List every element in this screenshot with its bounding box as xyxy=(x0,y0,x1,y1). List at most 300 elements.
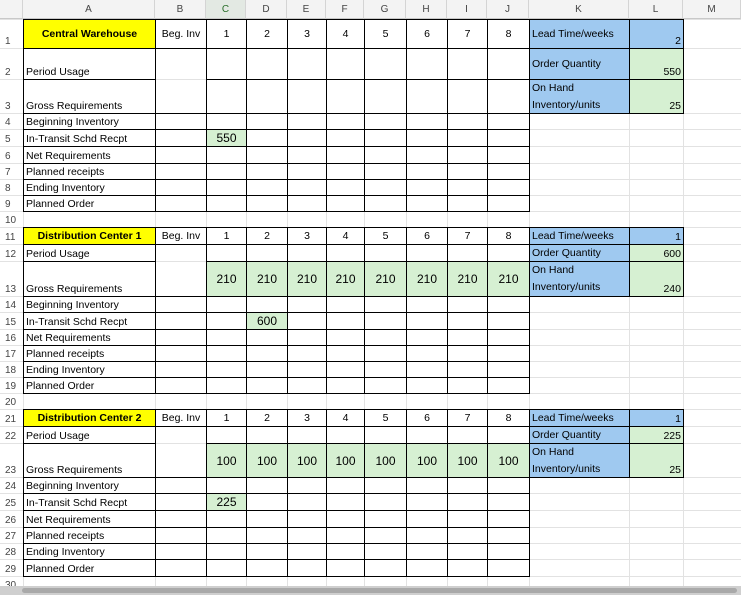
section-3-data-cell[interactable] xyxy=(364,559,407,577)
section-2-gross-cell-2[interactable]: 210 xyxy=(246,261,288,297)
section-2-beg-cell[interactable] xyxy=(155,312,207,330)
section-3-period-7[interactable]: 7 xyxy=(447,409,488,427)
column-header-f[interactable]: F xyxy=(326,0,364,19)
section-2-data-cell[interactable] xyxy=(287,329,327,346)
section-2-data-cell[interactable] xyxy=(326,312,365,330)
section-1-row-label-6[interactable]: Planned Order xyxy=(23,195,156,212)
section-1-usage-cell[interactable] xyxy=(364,48,407,80)
section-3-data-cell[interactable] xyxy=(487,477,530,494)
section-2-data-cell[interactable] xyxy=(447,377,488,394)
section-3-data-cell[interactable] xyxy=(206,510,247,528)
section-1-beg-cell[interactable] xyxy=(155,146,207,164)
section-3-data-cell[interactable] xyxy=(326,493,365,511)
section-2-data-cell[interactable] xyxy=(287,312,327,330)
scrollbar-thumb[interactable] xyxy=(22,588,737,593)
section-3-data-cell[interactable] xyxy=(406,477,448,494)
section-2-data-cell[interactable] xyxy=(206,329,247,346)
section-3-data-cell[interactable] xyxy=(487,559,530,577)
section-2-usage-cell[interactable] xyxy=(287,244,327,262)
section-1-data-cell[interactable] xyxy=(487,195,530,212)
horizontal-scrollbar[interactable] xyxy=(0,586,741,595)
section-2-period-8[interactable]: 8 xyxy=(487,227,530,245)
section-1-data-cell[interactable] xyxy=(364,113,407,130)
row-header-4[interactable]: 4 xyxy=(5,117,11,128)
section-3-data-cell[interactable] xyxy=(447,527,488,544)
section-2-on-hand-label[interactable]: On Hand Inventory/units xyxy=(529,261,630,297)
row-header-17[interactable]: 17 xyxy=(5,349,17,360)
section-3-row-label-1[interactable]: Beginning Inventory xyxy=(23,477,156,494)
section-3-period-usage-label[interactable]: Period Usage xyxy=(23,426,156,444)
section-1-usage-cell[interactable] xyxy=(287,48,327,80)
column-header-c[interactable]: C xyxy=(206,0,246,19)
section-1-on-hand-label[interactable]: On Hand Inventory/units xyxy=(529,79,630,114)
section-1-data-cell[interactable] xyxy=(406,113,448,130)
section-1-gross-cell-4[interactable] xyxy=(326,79,365,114)
section-1-period-usage-label[interactable]: Period Usage xyxy=(23,48,156,80)
section-1-data-cell[interactable] xyxy=(326,129,365,147)
section-2-data-cell[interactable] xyxy=(246,296,288,313)
section-3-row-label-2[interactable]: In-Transit Schd Recpt xyxy=(23,493,156,511)
section-1-data-cell[interactable] xyxy=(364,129,407,147)
section-1-data-cell[interactable] xyxy=(326,179,365,196)
section-3-data-cell[interactable] xyxy=(447,477,488,494)
section-3-data-cell[interactable] xyxy=(287,510,327,528)
section-2-data-cell[interactable] xyxy=(326,296,365,313)
section-1-data-cell[interactable] xyxy=(364,195,407,212)
section-2-data-cell[interactable] xyxy=(364,296,407,313)
section-2-gross-requirements-label[interactable]: Gross Requirements xyxy=(23,261,156,297)
section-2-data-cell[interactable] xyxy=(487,329,530,346)
column-header-b[interactable]: B xyxy=(155,0,206,19)
section-1-data-cell[interactable] xyxy=(326,113,365,130)
section-3-data-cell[interactable] xyxy=(326,477,365,494)
section-2-period-2[interactable]: 2 xyxy=(246,227,288,245)
column-header-e[interactable]: E xyxy=(287,0,326,19)
section-3-beg-cell[interactable] xyxy=(155,493,207,511)
section-1-lead-time-label[interactable]: Lead Time/weeks xyxy=(529,19,630,49)
section-1-data-cell[interactable] xyxy=(326,146,365,164)
section-2-row-label-4[interactable]: Planned receipts xyxy=(23,345,156,362)
section-3-order-quantity-value[interactable]: 225 xyxy=(629,426,684,444)
row-header-16[interactable]: 16 xyxy=(5,333,17,344)
section-2-data-cell[interactable] xyxy=(487,377,530,394)
section-2-period-3[interactable]: 3 xyxy=(287,227,327,245)
row-header-21[interactable]: 21 xyxy=(5,414,17,425)
section-1-usage-cell[interactable] xyxy=(326,48,365,80)
section-2-data-cell[interactable] xyxy=(447,329,488,346)
section-3-data-cell[interactable] xyxy=(246,510,288,528)
column-header-m[interactable]: M xyxy=(683,0,741,19)
section-1-gross-requirements-label[interactable]: Gross Requirements xyxy=(23,79,156,114)
section-3-lead-time-value[interactable]: 1 xyxy=(629,409,684,427)
section-1-data-cell[interactable] xyxy=(246,129,288,147)
section-1-row-label-5[interactable]: Ending Inventory xyxy=(23,179,156,196)
section-3-row-label-4[interactable]: Planned receipts xyxy=(23,527,156,544)
section-1-data-cell[interactable] xyxy=(287,163,327,180)
section-2-data-cell[interactable] xyxy=(287,296,327,313)
column-header-g[interactable]: G xyxy=(364,0,406,19)
section-2-usage-cell[interactable] xyxy=(487,244,530,262)
section-3-data-cell[interactable] xyxy=(487,527,530,544)
section-2-gross-cell-1[interactable]: 210 xyxy=(206,261,247,297)
section-2-beg-inv-header[interactable]: Beg. Inv xyxy=(155,227,207,245)
row-header-6[interactable]: 6 xyxy=(5,151,11,162)
column-header-h[interactable]: H xyxy=(406,0,447,19)
section-3-data-cell[interactable] xyxy=(287,477,327,494)
section-1-in-transit-value[interactable]: 550 xyxy=(206,129,247,147)
section-3-data-cell[interactable] xyxy=(326,527,365,544)
section-3-beg-cell[interactable] xyxy=(155,559,207,577)
section-3-data-cell[interactable] xyxy=(364,510,407,528)
section-2-gross-cell-8[interactable]: 210 xyxy=(487,261,530,297)
section-3-gross-cell-2[interactable]: 100 xyxy=(246,443,288,478)
section-3-usage-cell[interactable] xyxy=(287,426,327,444)
section-2-data-cell[interactable] xyxy=(406,296,448,313)
section-2-usage-cell[interactable] xyxy=(206,244,247,262)
section-3-on-hand-value[interactable]: 25 xyxy=(629,443,684,478)
section-2-beg-cell[interactable] xyxy=(155,345,207,362)
section-2-data-cell[interactable] xyxy=(406,329,448,346)
section-2-data-cell[interactable] xyxy=(326,329,365,346)
section-2-usage-cell[interactable] xyxy=(326,244,365,262)
section-3-data-cell[interactable] xyxy=(246,559,288,577)
section-3-usage-cell[interactable] xyxy=(447,426,488,444)
section-1-title[interactable]: Central Warehouse xyxy=(23,19,156,49)
section-1-lead-time-value[interactable]: 2 xyxy=(629,19,684,49)
section-2-gross-cell-3[interactable]: 210 xyxy=(287,261,327,297)
section-1-order-quantity-label[interactable]: Order Quantity xyxy=(529,48,630,80)
section-3-usage-cell[interactable] xyxy=(487,426,530,444)
row-header-22[interactable]: 22 xyxy=(5,431,17,442)
section-2-gross-cell-6[interactable]: 210 xyxy=(406,261,448,297)
section-1-row-label-2[interactable]: In-Transit Schd Recpt xyxy=(23,129,156,147)
section-1-data-cell[interactable] xyxy=(406,146,448,164)
section-3-period-5[interactable]: 5 xyxy=(364,409,407,427)
section-2-data-cell[interactable] xyxy=(487,361,530,378)
row-header-10[interactable]: 10 xyxy=(5,215,17,226)
section-3-on-hand-label[interactable]: On Hand Inventory/units xyxy=(529,443,630,478)
section-2-data-cell[interactable] xyxy=(406,361,448,378)
row-header-27[interactable]: 27 xyxy=(5,531,17,542)
section-2-data-cell[interactable] xyxy=(447,345,488,362)
section-2-data-cell[interactable] xyxy=(406,377,448,394)
section-2-in-transit-value[interactable]: 600 xyxy=(246,312,288,330)
section-2-data-cell[interactable] xyxy=(487,345,530,362)
section-3-gross-cell-1[interactable]: 100 xyxy=(206,443,247,478)
section-1-gross-cell-5[interactable] xyxy=(364,79,407,114)
section-2-beg-cell[interactable] xyxy=(155,377,207,394)
section-1-period-3[interactable]: 3 xyxy=(287,19,327,49)
section-2-period-6[interactable]: 6 xyxy=(406,227,448,245)
section-2-usage-cell[interactable] xyxy=(364,244,407,262)
section-3-data-cell[interactable] xyxy=(487,543,530,560)
section-1-data-cell[interactable] xyxy=(246,163,288,180)
section-2-usage-cell[interactable] xyxy=(447,244,488,262)
section-3-beg-cell[interactable] xyxy=(155,527,207,544)
row-header-29[interactable]: 29 xyxy=(5,564,17,575)
section-1-gross-cell-3[interactable] xyxy=(287,79,327,114)
section-2-data-cell[interactable] xyxy=(246,377,288,394)
section-1-data-cell[interactable] xyxy=(406,195,448,212)
section-1-data-cell[interactable] xyxy=(287,195,327,212)
row-header-11[interactable]: 11 xyxy=(5,232,16,243)
section-3-data-cell[interactable] xyxy=(206,527,247,544)
section-2-order-quantity-label[interactable]: Order Quantity xyxy=(529,244,630,262)
section-3-data-cell[interactable] xyxy=(447,510,488,528)
column-header-d[interactable]: D xyxy=(246,0,287,19)
section-2-period-4[interactable]: 4 xyxy=(326,227,365,245)
section-1-data-cell[interactable] xyxy=(487,163,530,180)
section-1-data-cell[interactable] xyxy=(206,113,247,130)
column-header-j[interactable]: J xyxy=(487,0,529,19)
section-1-row-label-3[interactable]: Net Requirements xyxy=(23,146,156,164)
section-1-data-cell[interactable] xyxy=(487,129,530,147)
section-1-data-cell[interactable] xyxy=(406,163,448,180)
section-3-usage-cell[interactable] xyxy=(206,426,247,444)
section-2-row-label-5[interactable]: Ending Inventory xyxy=(23,361,156,378)
section-3-data-cell[interactable] xyxy=(246,527,288,544)
section-1-gross-cell-6[interactable] xyxy=(406,79,448,114)
section-1-beg-cell[interactable] xyxy=(155,195,207,212)
section-2-data-cell[interactable] xyxy=(364,377,407,394)
section-2-period-1[interactable]: 1 xyxy=(206,227,247,245)
section-2-row-label-6[interactable]: Planned Order xyxy=(23,377,156,394)
section-2-data-cell[interactable] xyxy=(326,345,365,362)
section-3-period-8[interactable]: 8 xyxy=(487,409,530,427)
section-1-data-cell[interactable] xyxy=(326,163,365,180)
section-1-row-label-1[interactable]: Beginning Inventory xyxy=(23,113,156,130)
section-2-data-cell[interactable] xyxy=(447,361,488,378)
section-2-data-cell[interactable] xyxy=(206,345,247,362)
section-3-row-label-3[interactable]: Net Requirements xyxy=(23,510,156,528)
section-1-beg-cell[interactable] xyxy=(155,129,207,147)
section-3-in-transit-value[interactable]: 225 xyxy=(206,493,247,511)
section-1-period-8[interactable]: 8 xyxy=(487,19,530,49)
section-2-row-label-1[interactable]: Beginning Inventory xyxy=(23,296,156,313)
section-2-data-cell[interactable] xyxy=(246,361,288,378)
section-3-period-usage-beg[interactable] xyxy=(155,426,207,478)
section-1-usage-cell[interactable] xyxy=(406,48,448,80)
row-header-13[interactable]: 13 xyxy=(5,284,17,295)
section-3-gross-cell-5[interactable]: 100 xyxy=(364,443,407,478)
section-2-data-cell[interactable] xyxy=(364,329,407,346)
section-1-data-cell[interactable] xyxy=(364,179,407,196)
section-3-data-cell[interactable] xyxy=(406,543,448,560)
section-1-period-2[interactable]: 2 xyxy=(246,19,288,49)
section-1-data-cell[interactable] xyxy=(287,146,327,164)
section-2-period-7[interactable]: 7 xyxy=(447,227,488,245)
section-2-gross-cell-4[interactable]: 210 xyxy=(326,261,365,297)
row-header-28[interactable]: 28 xyxy=(5,547,17,558)
section-1-beg-cell[interactable] xyxy=(155,163,207,180)
section-3-data-cell[interactable] xyxy=(206,477,247,494)
section-1-data-cell[interactable] xyxy=(487,146,530,164)
section-2-beg-cell[interactable] xyxy=(155,296,207,313)
section-3-data-cell[interactable] xyxy=(246,543,288,560)
section-2-data-cell[interactable] xyxy=(246,329,288,346)
section-3-data-cell[interactable] xyxy=(287,543,327,560)
section-1-data-cell[interactable] xyxy=(364,163,407,180)
section-3-data-cell[interactable] xyxy=(406,510,448,528)
section-3-beg-inv-header[interactable]: Beg. Inv xyxy=(155,409,207,427)
section-3-data-cell[interactable] xyxy=(206,543,247,560)
row-header-5[interactable]: 5 xyxy=(5,134,11,145)
section-2-data-cell[interactable] xyxy=(487,312,530,330)
section-1-gross-cell-2[interactable] xyxy=(246,79,288,114)
section-2-order-quantity-value[interactable]: 600 xyxy=(629,244,684,262)
section-3-data-cell[interactable] xyxy=(287,527,327,544)
row-header-20[interactable]: 20 xyxy=(5,397,17,408)
section-3-data-cell[interactable] xyxy=(206,559,247,577)
section-2-data-cell[interactable] xyxy=(364,361,407,378)
section-3-data-cell[interactable] xyxy=(447,543,488,560)
section-1-data-cell[interactable] xyxy=(447,146,488,164)
section-2-period-usage-label[interactable]: Period Usage xyxy=(23,244,156,262)
section-1-period-5[interactable]: 5 xyxy=(364,19,407,49)
section-1-data-cell[interactable] xyxy=(287,113,327,130)
section-3-usage-cell[interactable] xyxy=(246,426,288,444)
section-3-period-2[interactable]: 2 xyxy=(246,409,288,427)
row-header-19[interactable]: 19 xyxy=(5,381,17,392)
section-1-row-label-4[interactable]: Planned receipts xyxy=(23,163,156,180)
section-3-usage-cell[interactable] xyxy=(406,426,448,444)
section-2-data-cell[interactable] xyxy=(326,361,365,378)
section-2-data-cell[interactable] xyxy=(406,345,448,362)
section-2-data-cell[interactable] xyxy=(364,345,407,362)
row-header-26[interactable]: 26 xyxy=(5,515,17,526)
section-3-gross-cell-4[interactable]: 100 xyxy=(326,443,365,478)
section-3-gross-requirements-label[interactable]: Gross Requirements xyxy=(23,443,156,478)
section-1-data-cell[interactable] xyxy=(246,113,288,130)
section-1-data-cell[interactable] xyxy=(206,146,247,164)
section-2-gross-cell-7[interactable]: 210 xyxy=(447,261,488,297)
section-1-order-quantity-value[interactable]: 550 xyxy=(629,48,684,80)
section-3-data-cell[interactable] xyxy=(246,493,288,511)
section-3-period-6[interactable]: 6 xyxy=(406,409,448,427)
section-3-data-cell[interactable] xyxy=(326,510,365,528)
section-1-data-cell[interactable] xyxy=(487,179,530,196)
section-1-data-cell[interactable] xyxy=(447,129,488,147)
section-3-data-cell[interactable] xyxy=(364,477,407,494)
row-header-7[interactable]: 7 xyxy=(5,167,11,178)
section-2-data-cell[interactable] xyxy=(406,312,448,330)
section-3-lead-time-label[interactable]: Lead Time/weeks xyxy=(529,409,630,427)
section-3-data-cell[interactable] xyxy=(246,477,288,494)
section-1-data-cell[interactable] xyxy=(406,179,448,196)
section-3-data-cell[interactable] xyxy=(326,559,365,577)
section-3-data-cell[interactable] xyxy=(364,493,407,511)
section-3-gross-cell-7[interactable]: 100 xyxy=(447,443,488,478)
section-1-data-cell[interactable] xyxy=(406,129,448,147)
section-3-data-cell[interactable] xyxy=(364,543,407,560)
row-header-3[interactable]: 3 xyxy=(5,101,11,112)
section-1-data-cell[interactable] xyxy=(206,163,247,180)
column-header-i[interactable]: I xyxy=(447,0,487,19)
section-1-gross-cell-8[interactable] xyxy=(487,79,530,114)
section-3-beg-cell[interactable] xyxy=(155,477,207,494)
section-3-data-cell[interactable] xyxy=(364,527,407,544)
section-1-data-cell[interactable] xyxy=(447,163,488,180)
section-2-beg-cell[interactable] xyxy=(155,361,207,378)
section-2-usage-cell[interactable] xyxy=(406,244,448,262)
row-header-12[interactable]: 12 xyxy=(5,249,17,260)
section-3-gross-cell-8[interactable]: 100 xyxy=(487,443,530,478)
column-header-a[interactable]: A xyxy=(23,0,155,19)
section-1-data-cell[interactable] xyxy=(287,129,327,147)
row-header-14[interactable]: 14 xyxy=(5,300,17,311)
section-3-usage-cell[interactable] xyxy=(364,426,407,444)
section-3-usage-cell[interactable] xyxy=(326,426,365,444)
row-header-25[interactable]: 25 xyxy=(5,498,17,509)
section-1-data-cell[interactable] xyxy=(206,195,247,212)
section-1-data-cell[interactable] xyxy=(364,146,407,164)
section-3-data-cell[interactable] xyxy=(447,493,488,511)
section-1-data-cell[interactable] xyxy=(447,179,488,196)
section-3-data-cell[interactable] xyxy=(406,527,448,544)
section-2-data-cell[interactable] xyxy=(487,296,530,313)
section-1-data-cell[interactable] xyxy=(246,179,288,196)
section-3-data-cell[interactable] xyxy=(447,559,488,577)
section-2-period-usage-beg[interactable] xyxy=(155,244,207,297)
section-2-title[interactable]: Distribution Center 1 xyxy=(23,227,156,245)
section-2-lead-time-label[interactable]: Lead Time/weeks xyxy=(529,227,630,245)
row-header-1[interactable]: 1 xyxy=(5,36,11,47)
section-1-period-1[interactable]: 1 xyxy=(206,19,247,49)
row-header-9[interactable]: 9 xyxy=(5,199,11,210)
section-3-period-3[interactable]: 3 xyxy=(287,409,327,427)
select-all-corner[interactable] xyxy=(0,0,23,19)
section-1-usage-cell[interactable] xyxy=(447,48,488,80)
section-2-data-cell[interactable] xyxy=(206,312,247,330)
section-1-data-cell[interactable] xyxy=(447,113,488,130)
section-1-on-hand-value[interactable]: 25 xyxy=(629,79,684,114)
row-header-8[interactable]: 8 xyxy=(5,183,11,194)
section-1-period-7[interactable]: 7 xyxy=(447,19,488,49)
section-2-on-hand-value[interactable]: 240 xyxy=(629,261,684,297)
section-3-data-cell[interactable] xyxy=(487,510,530,528)
section-2-data-cell[interactable] xyxy=(206,377,247,394)
section-2-lead-time-value[interactable]: 1 xyxy=(629,227,684,245)
section-1-data-cell[interactable] xyxy=(246,195,288,212)
section-1-data-cell[interactable] xyxy=(447,195,488,212)
row-header-23[interactable]: 23 xyxy=(5,465,17,476)
section-2-data-cell[interactable] xyxy=(246,345,288,362)
section-3-title[interactable]: Distribution Center 2 xyxy=(23,409,156,427)
section-2-data-cell[interactable] xyxy=(287,345,327,362)
section-3-period-1[interactable]: 1 xyxy=(206,409,247,427)
section-1-gross-cell-7[interactable] xyxy=(447,79,488,114)
section-1-data-cell[interactable] xyxy=(287,179,327,196)
row-header-24[interactable]: 24 xyxy=(5,481,17,492)
section-1-usage-cell[interactable] xyxy=(487,48,530,80)
row-header-2[interactable]: 2 xyxy=(5,67,11,78)
section-2-gross-cell-5[interactable]: 210 xyxy=(364,261,407,297)
section-3-row-label-5[interactable]: Ending Inventory xyxy=(23,543,156,560)
section-1-data-cell[interactable] xyxy=(246,146,288,164)
section-1-period-usage-beg[interactable] xyxy=(155,48,207,114)
section-1-usage-cell[interactable] xyxy=(206,48,247,80)
section-2-data-cell[interactable] xyxy=(326,377,365,394)
column-header-l[interactable]: L xyxy=(629,0,683,19)
section-1-period-6[interactable]: 6 xyxy=(406,19,448,49)
section-3-data-cell[interactable] xyxy=(287,559,327,577)
section-2-beg-cell[interactable] xyxy=(155,329,207,346)
section-2-data-cell[interactable] xyxy=(206,296,247,313)
section-3-data-cell[interactable] xyxy=(406,559,448,577)
section-2-row-label-2[interactable]: In-Transit Schd Recpt xyxy=(23,312,156,330)
section-1-data-cell[interactable] xyxy=(487,113,530,130)
section-3-beg-cell[interactable] xyxy=(155,510,207,528)
